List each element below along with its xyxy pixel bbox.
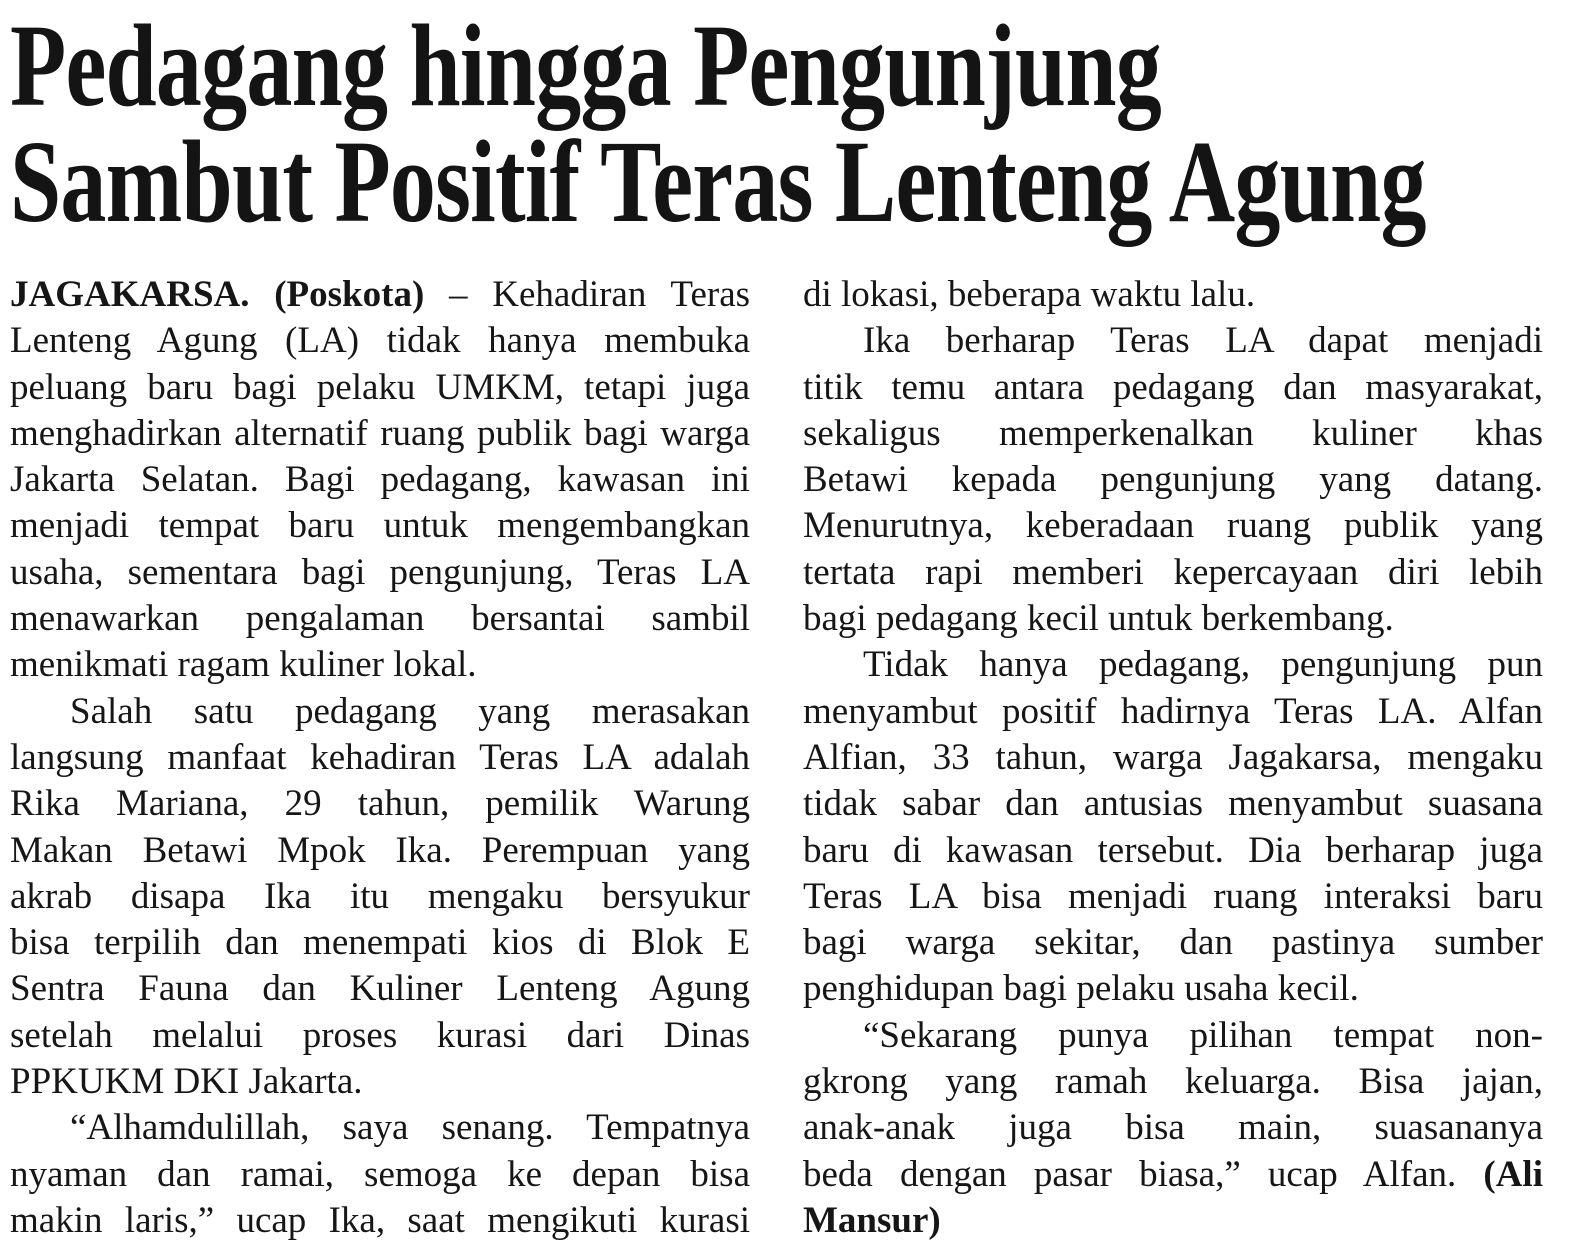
text-line: baru di kawasan tersebut. Dia berharap juga xyxy=(803,829,1543,871)
paragraph-3 xyxy=(10,1105,750,1244)
text-line: setelah melalui proses kurasi dari Dinas xyxy=(10,1014,750,1056)
text-line: sekaligus memperkenalkan kuliner khas xyxy=(803,412,1543,454)
text-line: peluang baru bagi pelaku UMKM, tetapi juga xyxy=(10,366,750,408)
text-line: Menurutnya, keberadaan ruang publik yang xyxy=(803,505,1543,547)
paragraph-2 xyxy=(10,689,750,1106)
text-line: Ika berharap Teras LA dapat menjadi xyxy=(863,320,1543,362)
article-headline xyxy=(10,0,1426,247)
text-line: bagi pedagang kecil untuk berkembang. xyxy=(803,598,1394,640)
text-line: Makan Betawi Mpok Ika. Perempuan yang xyxy=(10,829,750,871)
text-line: usaha, sementara bagi pengunjung, Teras LA xyxy=(10,551,750,593)
text-line: titik temu antara pedagang dan masyarakat, xyxy=(803,366,1543,408)
paragraph-5 xyxy=(803,642,1543,1012)
text-line: Alfian, 33 tahun, warga Jagakarsa, mengaku xyxy=(803,736,1543,778)
paragraph-1: JAGAKARSA. (Poskota) – Kehadiran Teras Lenteng Agung (LA) tidak hanya membuka peluang baru bagi pelaku UMKM, tetapi juga menghadirkan alternatif ruang publik bagi warga Jakarta Selatan. Bagi pedagang, kawasan ini menjadi tempat baru untuk mengembangkan usaha, sementara bagi pengunjung, Teras LA menawarkan pengalaman bersantai sambil menikmati ragam kuliner lokal. xyxy=(10,272,750,689)
text-line: Teras LA bisa menjadi ruang interaksi baru xyxy=(803,875,1543,917)
byline-part-2: Mansur) xyxy=(803,1199,941,1241)
text-line: langsung manfaat kehadiran Teras LA adalah xyxy=(10,736,750,778)
text-line: “Alhamdulillah, saya senang. Tempatnya xyxy=(70,1107,750,1149)
headline-line-2: Sambut Positif Teras Lenteng Agung xyxy=(10,116,1426,247)
text-line: nyaman dan ramai, semoga ke depan bisa xyxy=(10,1153,750,1195)
article-column-left xyxy=(10,272,750,1244)
text-line: tertata rapi memberi kepercayaan diri lebih xyxy=(803,551,1543,593)
text-line: PPKUKM DKI Jakarta. xyxy=(10,1061,363,1103)
text-line: beda dengan pasar biasa,” ucap Alfan. xyxy=(803,1153,1457,1195)
text-line: Rika Mariana, 29 tahun, pemilik Warung xyxy=(10,783,750,825)
paragraph-3-continued xyxy=(803,272,1543,318)
text-line: “Sekarang punya pilihan tempat non- xyxy=(863,1014,1543,1056)
headline-line-1: Pedagang hingga Pengunjung xyxy=(10,0,1161,131)
text-line: bagi warga sekitar, dan pastinya sumber xyxy=(803,922,1543,964)
text-line: menjadi tempat baru untuk mengembangkan xyxy=(10,505,750,547)
text-line: Betawi kepada pengunjung yang datang. xyxy=(803,459,1543,501)
text-line: menghadirkan alternatif ruang publik bagi warga xyxy=(10,412,750,454)
text-line: penghidupan bagi pelaku usaha kecil. xyxy=(803,968,1359,1010)
text-line: Tidak hanya pedagang, pengunjung pun xyxy=(863,644,1543,686)
text-line: akrab disapa Ika itu mengaku bersyukur xyxy=(10,875,750,917)
paragraph-4 xyxy=(803,318,1543,642)
text-line: Lenteng Agung (LA) tidak hanya membuka xyxy=(10,320,750,362)
text-line: bisa terpilih dan menempati kios di Blok E xyxy=(10,922,750,964)
dateline: JAGAKARSA. (Poskota) xyxy=(10,274,425,315)
text-line: Jakarta Selatan. Bagi pedagang, kawasan ini xyxy=(10,459,750,501)
text-line: di lokasi, beberapa waktu lalu. xyxy=(803,274,1256,315)
text-line: menyambut positif hadirnya Teras LA. Alfan xyxy=(803,690,1543,732)
text-line: Salah satu pedagang yang merasakan xyxy=(70,690,750,732)
text-line: Sentra Fauna dan Kuliner Lenteng Agung xyxy=(10,968,750,1010)
text-line: tidak sabar dan antusias menyambut suasana xyxy=(803,783,1543,825)
text-line: menikmati ragam kuliner lokal. xyxy=(10,644,477,686)
paragraph-6 xyxy=(803,1013,1543,1244)
text-line: menawarkan pengalaman bersantai sambil xyxy=(10,598,750,640)
text-line: anak-anak juga bisa main, suasananya xyxy=(803,1107,1543,1149)
text-line: makin laris,” ucap Ika, saat mengikuti kurasi xyxy=(10,1199,750,1241)
article-column-right xyxy=(803,272,1543,1244)
byline-part-1: (Ali xyxy=(1483,1153,1543,1195)
text-line: gkrong yang ramah keluarga. Bisa jajan, xyxy=(803,1061,1543,1103)
